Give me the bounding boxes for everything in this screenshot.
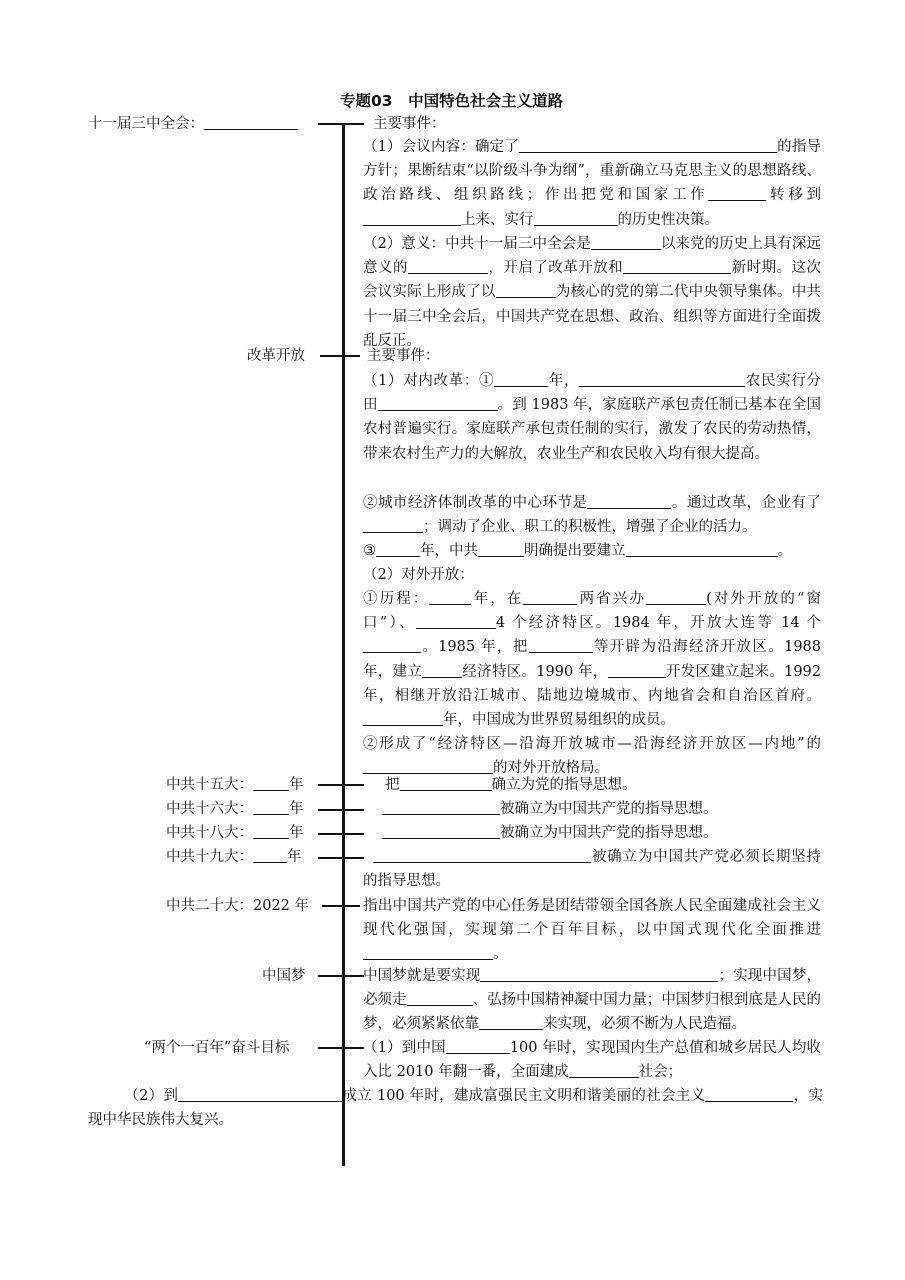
connector-goals xyxy=(318,1047,364,1049)
plenum-heading: 主要事件： xyxy=(373,116,446,132)
label-dream: 中国梦 xyxy=(262,968,306,984)
connector-c16 xyxy=(318,809,364,811)
connector-plenum xyxy=(318,123,364,125)
reform-open-history: ①历程： 年，在 两省兴办 (对外开放的“窗口”）、 4 个经济特区。1984 年，开放大连等 14 个。1985 年，把 等开辟为沿海经济开放区。1988 年，建立 经济特区。1990 年， 开发区建立起来。1992 年，相继开放沿江城市、陆地边境城市、内地省会和自治区首府。年，中国成为世界贸易组织的成员。 xyxy=(363,587,821,732)
plenum-significance: （2）意义：中共十一届三中全会是 以来党的历史上具有深远意义的 ，开启了改革开放和 新时期。这次会议实际上形成了以 为核心的党的第二代中央领导集体。中共十一届三中全会后，中国共产党在思想、政治、组织等方面进行全面拨乱反正。 xyxy=(363,232,821,353)
label-reform: 改革开放 xyxy=(247,348,305,364)
goals-second: （2）到 成立 100 年时，建成富强民主文明和谐美丽的社会主义 ，实现中华民族伟大复兴。 xyxy=(88,1084,823,1132)
c19-text: 被确立为中国共产党必须长期坚持的指导思想。 xyxy=(363,845,821,893)
c15-text: 把 确立为党的指导思想。 xyxy=(385,773,637,797)
label-c20: 中共二十大：2022 年 xyxy=(166,898,310,914)
plenum-content: （1）会议内容：确定了 的指导方针；果断结束“以阶级斗争为纲”，重新确立马克思主义的思想路线、政治路线、组织路线；作出把党和国家工作 转移到上来、实行 的历史性决策。 xyxy=(363,135,821,232)
connector-reform xyxy=(320,355,360,357)
label-c15: 中共十五大： 年 xyxy=(166,773,304,797)
reform-market: ③ 年，中共 明确提出要建立 。 xyxy=(363,539,821,563)
label-c18: 中共十八大： 年 xyxy=(166,821,304,845)
page-title: 专题03 中国特色社会主义道路 xyxy=(340,92,564,110)
connector-c20 xyxy=(322,905,360,907)
dream-text: 中国梦就是要实现 ；实现中国梦，必须走 、弘扬中国精神凝中国力量；中国梦归根到底是人民的梦，必须紧紧依靠 来实现，必须不断为人民造福。 xyxy=(363,964,821,1037)
connector-c19 xyxy=(318,857,364,859)
reform-heading: 主要事件： xyxy=(367,348,440,364)
timeline-axis xyxy=(342,124,345,1166)
goals-first: （1）到中国 100 年时，实现国内生产总值和城乡居民人均收入比 2010 年翻一番，全面建成 社会； xyxy=(363,1036,821,1084)
reform-urban: ②城市经济体制改革的中心环节是 。通过改革，企业有了；调动了企业、职工的积极性，增强了企业的活力。 xyxy=(363,491,821,539)
label-c19: 中共十九大： 年 xyxy=(166,845,302,869)
label-plenum: 十一届三中全会： xyxy=(88,112,298,136)
c16-text: 被确立为中国共产党的指导思想。 xyxy=(382,797,718,821)
reform-open-pattern: ②形成了“经济特区—沿海开放城市—沿海经济开放区—内地”的的对外开放格局。 xyxy=(363,736,821,777)
connector-c18 xyxy=(318,833,364,835)
reform-domestic: （1）对内改革：① 年， 农民实行分田 。到 1983 年，家庭联产承包责任制已基本在全国农村普遍实行。家庭联产承包责任制的实行，激发了农民的劳动热情，带来农村生产力的大解放，农业生产和农民收入均有很大提高。 xyxy=(363,369,821,466)
reform-open-heading: （2）对外开放： xyxy=(363,567,474,583)
label-c16: 中共十六大： 年 xyxy=(166,797,304,821)
connector-dream xyxy=(318,975,364,977)
c20-text: 指出中国共产党的中心任务是团结带领全国各族人民全面建成社会主义现代化强国，实现第二个百年目标，以中国式现代化全面推进。 xyxy=(363,898,821,963)
label-goals: “两个一百年”奋斗目标 xyxy=(144,1040,290,1056)
c18-text: 被确立为中国共产党的指导思想。 xyxy=(382,821,718,845)
connector-c15 xyxy=(318,784,364,786)
